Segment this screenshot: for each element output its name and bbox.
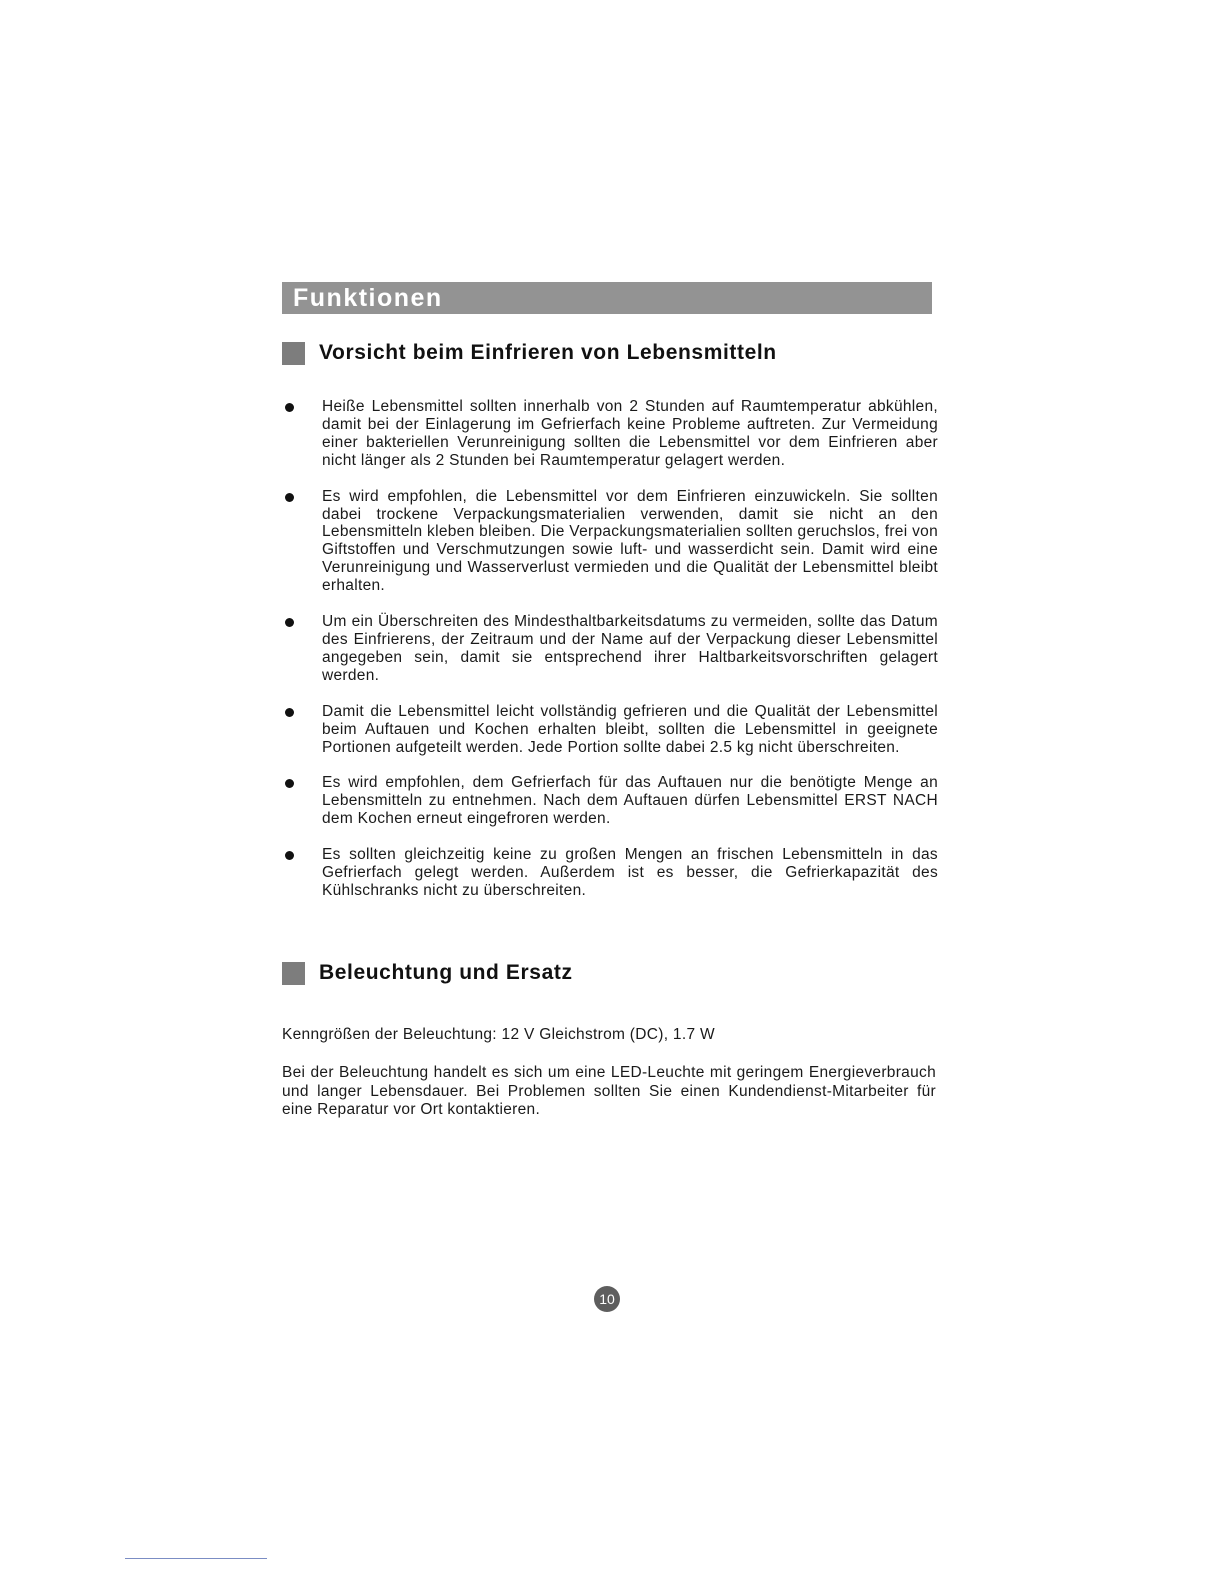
list-item [282, 703, 938, 757]
bullet-dot-icon [285, 618, 294, 627]
list-item [282, 488, 938, 595]
list-item-text: Heiße Lebensmittel sollten innerhalb von 2 Stunden auf Raumtemperatur abkühlen, damit bei der Einlagerung im Gefrierfach keine Probleme auftreten. Zur Vermeidung einer bakteriellen Verunreinigung sollten die Lebensmittel vor dem Einfrieren aber nicht länger als 2 Stunden bei Raumtemperatur gelagert werden. [322, 398, 938, 469]
page-number-badge: 10 [594, 1286, 620, 1312]
section-title: Beleuchtung und Ersatz [319, 961, 573, 984]
list-item-text: Damit die Lebensmittel leicht vollständig gefrieren und die Qualität der Lebensmittel beim Auftauen und Kochen erhalten bleibt, sollten die Lebensmittel in geeignete Portionen aufgeteilt werden. Jede Portion sollte dabei 2.5 kg nicht überschreiten. [322, 702, 938, 756]
list-item [282, 846, 938, 900]
chapter-title: Funktionen [293, 284, 443, 312]
bullet-dot-icon [285, 851, 294, 860]
lighting-specs-paragraph: Kenngrößen der Beleuchtung: 12 V Gleichstrom (DC), 1.7 W [282, 1026, 715, 1043]
list-item [282, 613, 938, 685]
section-marker-square [282, 342, 305, 365]
bullet-dot-icon [285, 493, 294, 502]
bullet-dot-icon [285, 708, 294, 717]
bullet-dot-icon [285, 403, 294, 412]
bullet-dot-icon [285, 779, 294, 788]
freezing-tips-list [282, 398, 938, 918]
list-item-text: Es wird empfohlen, dem Gefrierfach für das Auftauen nur die benötigte Menge an Lebensmitteln zu entnehmen. Nach dem Auftauen dürfen Lebensmittel ERST NACH dem Kochen erneut eingefroren werden. [322, 774, 938, 828]
list-item-text: Es sollten gleichzeitig keine zu großen Mengen an frischen Lebensmitteln in das Gefrierfach gelegt werden. Außerdem ist es besser, die Gefrierkapazität des Kühlschranks nicht zu überschreiten. [322, 846, 938, 899]
list-item-text: Es wird empfohlen, die Lebensmittel vor dem Einfrieren einzuwickeln. Sie sollten dabei trockene Verpackungsmaterialien verwenden, damit sie nicht an den Lebensmitteln kleben bleiben. Die Verpackungsmaterialien sollten geruchslos, frei von Giftstoffen und Verschmutzungen sowie luft- und wasserdicht sein. Damit wird eine Verunreinigung und Wasserverlust vermieden und die Qualität der Lebensmittel bleibt erhalten. [322, 487, 938, 595]
chapter-banner [282, 282, 932, 314]
section-title: Vorsicht beim Einfrieren von Lebensmitteln [319, 341, 777, 364]
list-item [282, 398, 938, 470]
list-item-text: Um ein Überschreiten des Mindesthaltbarkeitsdatums zu vermeiden, sollte das Datum des Einfrierens, der Zeitraum und der Name auf der Verpackung dieser Lebensmittel angegeben sein, damit sie entsprechend ihrer Haltbarkeitsvorschriften gelagert werden. [322, 613, 938, 684]
section-marker-square [282, 962, 305, 985]
footer-divider [125, 1558, 267, 1559]
lighting-info-paragraph: Bei der Beleuchtung handelt es sich um eine LED-Leuchte mit geringem Energieverbrauch und langer Lebensdauer. Bei Problemen sollten Sie einen Kundendienst-Mitarbeiter für eine Reparatur vor Ort kontaktieren. [282, 1064, 936, 1119]
list-item [282, 774, 938, 828]
